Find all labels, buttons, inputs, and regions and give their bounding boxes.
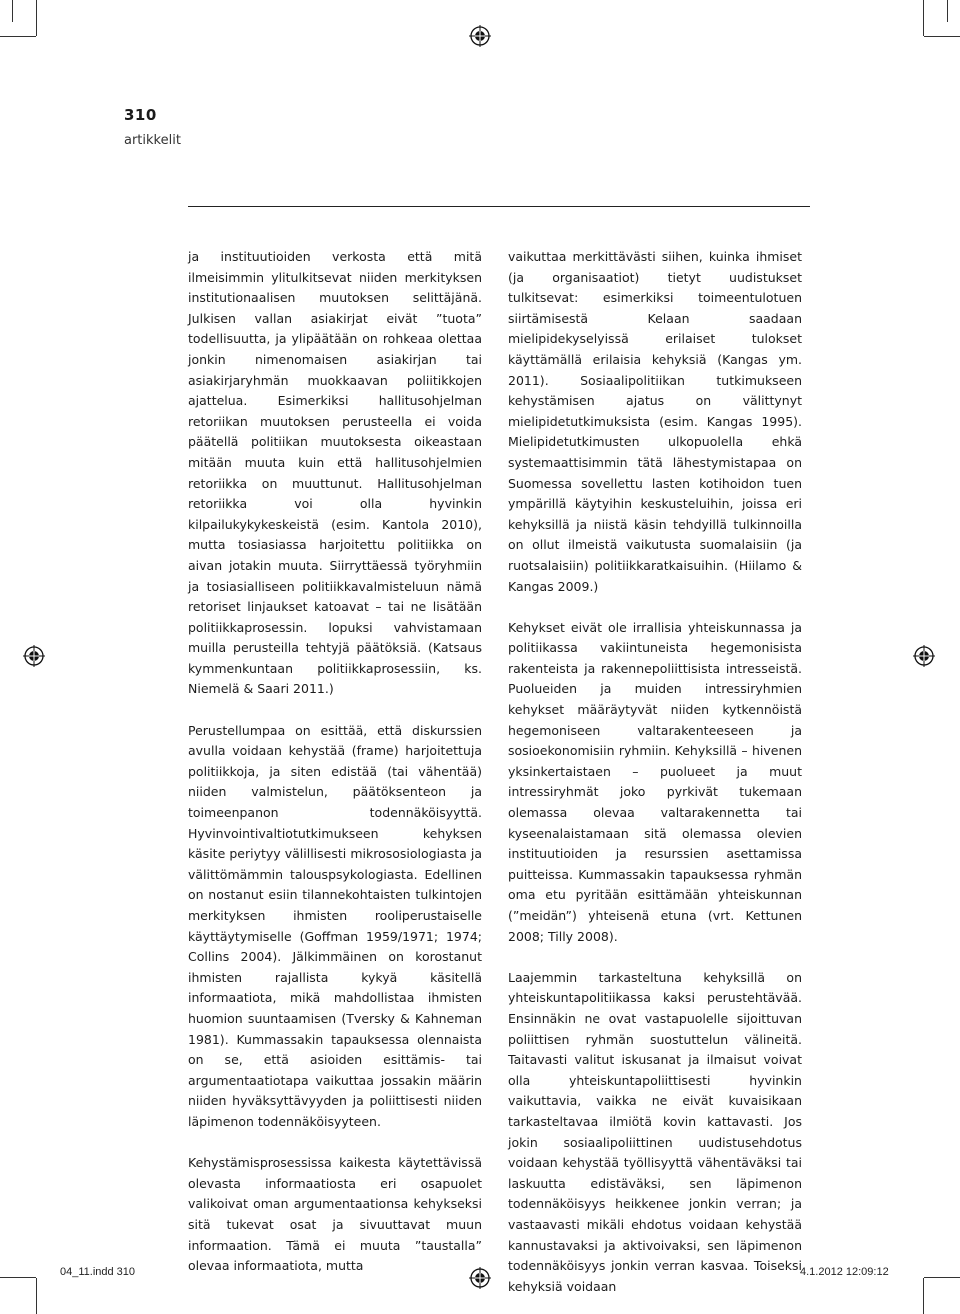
bleed-line-left: [12, 0, 13, 22]
slug-file: 04_11.indd 310: [60, 1266, 136, 1278]
crop-mark-top-right-v: [923, 0, 924, 36]
crop-mark-top-left-v: [36, 0, 37, 36]
header-rule: [188, 206, 810, 207]
registration-mark-icon: [469, 25, 491, 47]
paragraph: ja instituutioiden verkosta että mitä ilmeisimmin ylitulkitsevat niiden merkityksen institutionaalisen muutoksen selittäjänä. Julkisen vallan asiakirjat eivät ”tuota” todellisuutta, ja ylipäätään on rohkeaa olettaa jonkin nimenomaisen asiakirjan tai asiakirjaryhmän muokkaavan poliitikkojen ajattelua. Esimerkiksi hallitusohjelman retoriikan muutoksen perusteella ei voida päätellä politiikan muutoksesta oikeastaan mitään muuta kuin että hallitusohjelmien retoriikka on muuttunut. Hallitusohjelman retoriikka voi olla hyvinkin kilpailukykykeskeistä (esim. Kantola 2010), mutta tosiasiassa harjoitettu politiikka on aivan jotakin muuta. Siirryttäessä työryhmiin ja tosiasialliseen politiikkavalmisteluun nämä retoriset linjaukset katoavat – tai ne lisätään politiikkaprosessin. lopuksi vahvistamaan muilla perusteilla tehtyjä päätöksiä. (Katsaus kymmenkuntaan politiikkaprosessiin, ks. Niemelä & Saari 2011.): [188, 249, 482, 697]
right-column: [508, 247, 802, 1297]
crop-mark-top-right-h: [924, 36, 960, 37]
paragraph: Laajemmin tarkasteltuna kehyksillä on yhteiskuntapolitiikassa kaksi perustehtävää. Ensinnäkin ne ovat vastapuolelle sijoittuvan poliittisen ryhmän suostuttelun välineitä. Taitavasti valitut iskusanat ja ilmaisut voivat olla yhteiskuntapoliittisesti hyvinkin vaikuttavia, vaikka ne eivät kuvaisikaan tarkasteltavaa ilmiötä kovin kattavasti. Jos jokin sosiaalipoliittinen uudistusehdotus voidaan kehystää työllisyyttä vähentäväksi tai laskuutta edistäväksi, sen läpimenon todennäköisyys heikkenee jonkin verran; ja vastaavasti mikäli ehdotus voidaan kehystää kannustavaksi ja aktivoivaksi, sen läpimenon todennäköisyys jonkin verran kasvaa. Toiseksi kehyksiä voidaan: [508, 969, 802, 1294]
section-label: artikkelit: [124, 133, 181, 148]
left-column: [188, 247, 482, 1277]
page-number: 310: [124, 106, 157, 124]
slug-date: 4.1.2012 12:09:12: [800, 1266, 889, 1278]
crop-mark-bottom-left-v: [36, 1278, 37, 1314]
bleed-line-right: [947, 0, 948, 22]
crop-mark-top-left-h: [0, 36, 36, 37]
paragraph: [188, 721, 482, 1133]
paragraph: Kehykset eivät ole irrallisia yhteiskunnassa ja politiikassa vakiintuneista hegemonisista rakenteista ja rakennepoliittisista intresseistä. Puolueiden ja muiden intressiryhmien kehykset määräytyvät niiden kytkennöistä hegemoniseen valtarakenteeseen ja sosioekonomisiin ryhmiin. Kehyksillä – hivenen yksinkertaistaen – puolueet ja muut intressiryhmät joko pyrkivät tukemaan olemassa olevaa valtarakennetta tai kyseenalaistamaan sitä olemassa olevien instituutioiden ja resurssien asettamissa puitteissa. Kummassakin tapauksessa ryhmän oma etu pyritään esittämään yhteiskunnan (”meidän”) yhteisenä etuna (vrt. Kettunen 2008; Tilly 2008).: [508, 619, 802, 944]
crop-mark-bottom-right-h: [924, 1277, 960, 1278]
registration-mark-icon: [23, 645, 45, 667]
paragraph: vaikuttaa merkittävästi siihen, kuinka ihmiset (ja organisaatiot) tietyt uudistukset tulkitsevat: esimerkiksi toimeentulotuen siirtämisestä Kelaan saadaan mielipidekyselyissä erilaiset tulokset käyttämällä erilaisia kehyksiä (Kangas ym. 2011). Sosiaalipolitiikan tutkimukseen kehystämisen ajatus on välittynyt mielipidetutkimuksista (esim. Kangas 1995). Mielipidetutkimusten ulkopuolella ehkä systemaattisimmin tätä lähestymistapaa on Suomessa sovellettu lasten kotihoidon tuen ympärillä käytyihin keskusteluihin, joissa eri kehyksillä ja niistä käsin tehdyillä tulkinnoilla on ollut ilmeistä vaikutusta suomalaisiin (ja ruotsalaisiin) politiikkaratkaisuihin. (Hiilamo & Kangas 2009.): [508, 249, 802, 594]
paragraph-text: Perustellumpaa on esittää, että diskurssien avulla voidaan kehystää (frame) harjoitettuja politiikkoja, ja siten edistää (tai vähentää) niiden valmistelun, päätöksenteon ja toimeenpanon todennäköisyyttä. Hyvinvointivaltiotutkimukseen kehyksen käsite periytyy välillisesti mikrososiologiasta ja välittömämmin talouspsykologiasta. Edellinen on nostanut esiin tilannekohtaisten tulkintojen merkityksen ihmisten rooliperustaiselle käyttäytymiselle (Goffman 1959/1971; 1974; Collins 2004). Jälkimmäinen on korostanut ihmisten rajallista kykyä käsitellä informaatiota, mikä mahdollistaa ihmisten huomion suuntaamisen (Tversky & Kahneman 1981). Kummassakin tapauksessa olennaista on se, että asioiden esittämis- tai argumentaatiotapa vaikuttaa jossakin määrin niiden hyväksyttävyyden ja poliittisesti niiden läpimenon todennäköisyyteen.: [188, 722, 482, 1129]
registration-mark-icon: [913, 645, 935, 667]
crop-mark-bottom-left-h: [0, 1277, 36, 1278]
crop-mark-bottom-right-v: [923, 1278, 924, 1314]
paragraph: Kehystämisprosessissa kaikesta käytettävissä olevasta informaatiosta eri osapuolet valikoivat oman argumentaationsa kehykseksi sitä tukevat osat ja sivuuttavat muun informaation. Tämä ei muuta ”taustalla” olevaa informaatiota, mutta: [188, 1155, 482, 1274]
